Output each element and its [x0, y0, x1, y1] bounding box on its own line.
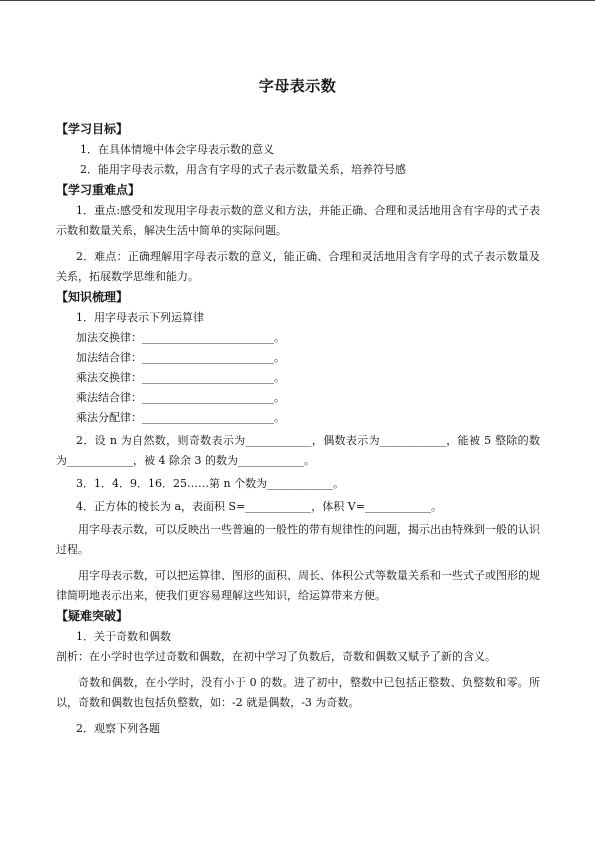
law-blank: 加法结合律：________________________。	[76, 351, 285, 364]
top-rule	[0, 0, 595, 1]
law-blank: 乘法结合律：________________________。	[76, 391, 285, 404]
breakthrough-question: 2．观察下列各题	[76, 722, 160, 735]
law-blank: 乘法分配律：________________________。	[76, 411, 285, 424]
goal-item: 2．能用字母表示数，用含有字母的式子表示数量关系，培养符号感	[80, 163, 406, 176]
knowledge-question: 2．设 n 为自然数，则奇数表示为____________，偶数表示为____________，能被 5 整除的数为____________，被 4 除余 3 的数为____________。	[56, 434, 540, 467]
keypoint-paragraph: 1．重点:感受和发现用字母表示数的意义和方法，并能正确、合理和灵活地用含有字母的式子表示数和数量关系，解决生活中简单的实际问题。	[56, 204, 540, 237]
section-heading-goals: 【学习目标】	[56, 122, 129, 136]
breakthrough-question: 1．关于奇数和偶数	[76, 630, 171, 643]
page-title: 字母表示数	[258, 77, 337, 95]
explanation-paragraph: 用字母表示数，可以反映出一些普遍的一般性的带有规律性的问题，揭示出由特殊到一般的认识过程。	[56, 523, 540, 556]
difficulty-paragraph: 2．难点：正确理解用字母表示数的意义，能正确、合理和灵活地用含有字母的式子表示数量及关系，拓展数学思维和能力。	[56, 250, 540, 283]
section-heading-keypoints: 【学习重难点】	[56, 183, 141, 197]
law-blank: 乘法交换律：________________________。	[76, 371, 285, 384]
document-body	[56, 119, 540, 739]
goal-item: 1．在具体情境中体会字母表示数的意义	[80, 143, 274, 156]
law-blank: 加法交换律：________________________。	[76, 331, 285, 344]
knowledge-question: 1．用字母表示下列运算律	[76, 311, 204, 324]
section-heading-breakthrough: 【疑难突破】	[56, 609, 129, 623]
section-heading-knowledge: 【知识梳理】	[56, 290, 129, 304]
explanation-paragraph: 用字母表示数，可以把运算律、图形的面积、周长、体积公式等数量关系和一些式子或图形的规律简明地表示出来，使我们更容易理解这些知识，给运算带来方便。	[56, 569, 540, 602]
knowledge-question: 4．正方体的棱长为 a，表面积 S=____________，体积 V=____________。	[76, 500, 442, 513]
explanation-paragraph: 奇数和偶数，在小学时，没有小于 0 的数。进了初中，整数中已包括正整数、负整数和零。所以，奇数和偶数也包括负整数，如：-2 就是偶数，-3 为奇数。	[56, 676, 540, 709]
analysis-paragraph: 剖析：在小学时也学过奇数和偶数，在初中学习了负数后，奇数和偶数又赋予了新的含义。	[56, 650, 496, 663]
knowledge-question: 3．1．4．9．16．25……第 n 个数为____________。	[76, 477, 345, 490]
